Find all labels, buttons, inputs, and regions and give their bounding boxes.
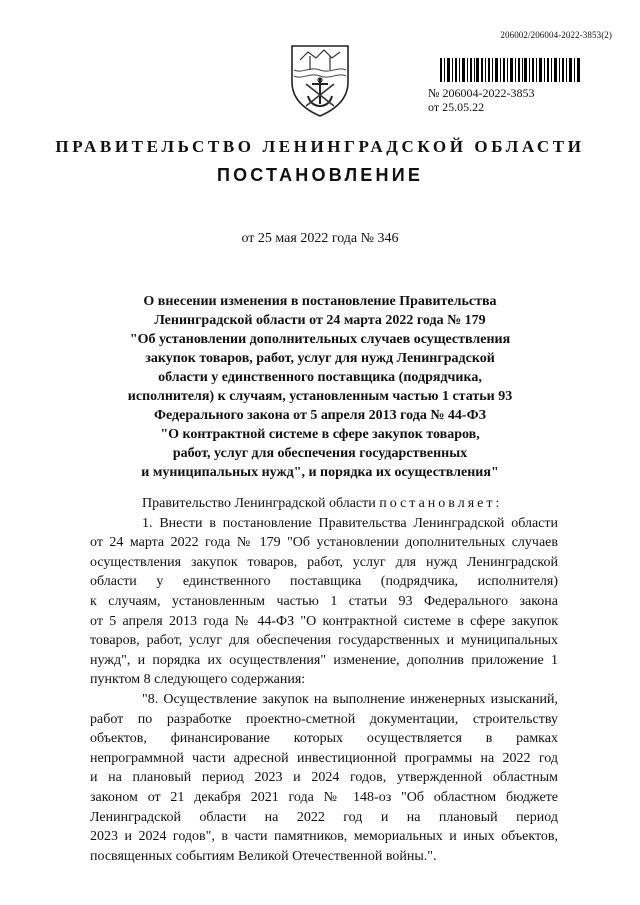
barcode-icon <box>440 58 580 82</box>
subject-line: области у единственного поставщика (подрядчика, <box>158 370 482 385</box>
body-line: области у единственного поставщика (подрядчика, исполнителя) <box>90 574 558 590</box>
body-line: от 24 марта 2022 года № 179 "Об установлении дополнительных случаев <box>90 535 558 551</box>
body-line: к случаям, установленным частью 1 статьи 93 Федерального закона <box>90 593 558 609</box>
body-line: объектов, финансирование которых осуществляется в рамках <box>90 731 558 747</box>
body-line: работ по разработке проектно-сметной документации, строительству <box>90 711 558 727</box>
registration-date: от 25.05.22 <box>428 100 485 114</box>
subject-line: О внесении изменения в постановление Правительства <box>143 294 497 309</box>
body-line: Ленинградской области на 2022 год и на плановый период <box>90 809 558 825</box>
subject-line: "О контрактной системе в сфере закупок товаров, <box>160 427 480 442</box>
body-line: и на плановый период 2023 и 2024 годов, утвержденной областным <box>90 770 558 786</box>
body-line: пунктом 8 следующего содержания: <box>90 672 306 688</box>
document-subject <box>90 292 550 482</box>
body-line: "8. Осуществление закупок на выполнение инженерных изысканий, <box>142 691 558 707</box>
body-line: 1. Внести в постановление Правительства Ленинградской области <box>142 515 558 531</box>
subject-line: и муниципальных нужд", и порядка их осуществления" <box>141 465 499 480</box>
body-line: осуществления закупок товаров, работ, услуг для нужд Ленинградской <box>90 554 558 570</box>
preamble-lead: Правительство Ленинградской области <box>142 496 376 511</box>
subject-line: "Об установлении дополнительных случаев осуществления <box>129 332 511 347</box>
body-line: посвященных событиям Великой Отечественной войны.". <box>90 848 437 864</box>
preamble <box>90 494 558 514</box>
document-code: 206002/206004-2022-3853(2) <box>500 30 612 40</box>
registration-block <box>428 86 534 114</box>
body-line: непрограммной части адресной инвестиционной программы на 2022 год <box>90 750 558 766</box>
body-line: нужд", и порядка их осуществления" изменение, дополнив приложение 1 <box>90 652 558 668</box>
body-line: от 5 апреля 2013 года № 44-ФЗ "О контрактной системе в сфере закупок <box>90 613 558 629</box>
registration-number: № 206004-2022-3853 <box>428 86 535 100</box>
body-line: 2023 и 2024 годов", в части памятников, мемориальных и иных объектов, <box>90 829 558 845</box>
subject-line: Ленинградской области от 24 марта 2022 года № 179 <box>154 313 486 328</box>
document-type: ПОСТАНОВЛЕНИЕ <box>216 165 424 185</box>
body-line: товаров, работ, услуг для обеспечения государственных и муниципальных <box>90 633 558 649</box>
preamble-verb: постановляет: <box>379 496 503 511</box>
document-body <box>90 494 558 866</box>
subject-line: работ, услуг для обеспечения государственных <box>172 446 468 461</box>
coat-of-arms-icon <box>288 40 352 118</box>
subject-line: закупок товаров, работ, услуг для нужд Ленинградской <box>145 351 495 366</box>
government-title: ПРАВИТЕЛЬСТВО ЛЕНИНГРАДСКОЙ ОБЛАСТИ <box>55 137 585 156</box>
subject-line: Федерального закона от 5 апреля 2013 года № 44-ФЗ <box>153 408 486 423</box>
document-date-number: от 25 мая 2022 года № 346 <box>241 231 399 246</box>
body-line: законом от 21 декабря 2021 года № 148-оз "Об областном бюджете <box>90 789 558 805</box>
subject-line: исполнителя) к случаям, установленным частью 1 статьи 93 <box>127 389 513 404</box>
